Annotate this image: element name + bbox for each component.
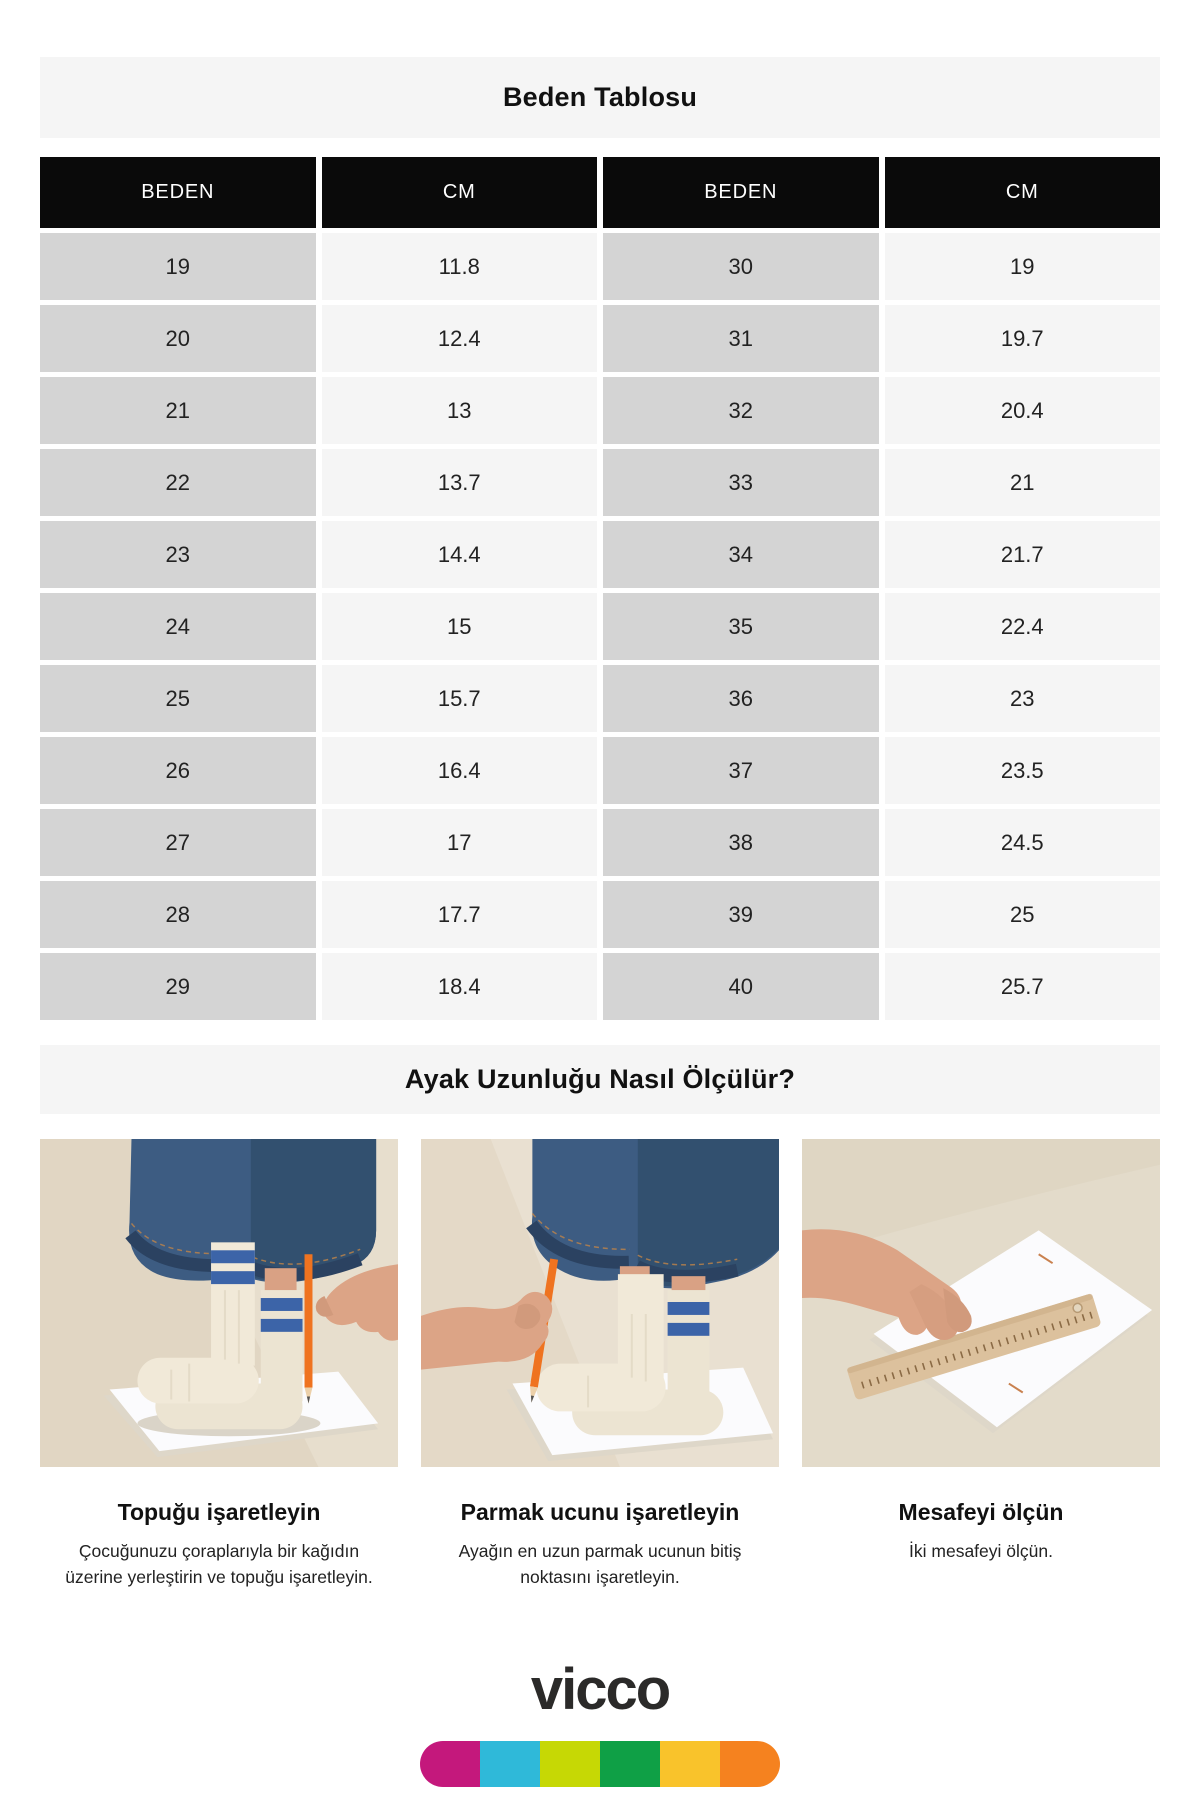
brand-color-segment — [720, 1741, 780, 1787]
cm-cell: 17 — [322, 809, 598, 876]
cm-cell: 21.7 — [885, 521, 1161, 588]
size-cell: 35 — [603, 593, 879, 660]
cm-cell: 13.7 — [322, 449, 598, 516]
step-title: Topuğu işaretleyin — [117, 1499, 321, 1525]
step-description: Çocuğunuzu çoraplarıyla bir kağıdın üzerine yerleştirin ve topuğu işaretleyin. — [65, 1541, 373, 1588]
table-header-cell: BEDEN — [40, 157, 316, 228]
cm-cell: 19 — [885, 233, 1161, 300]
step-title: Mesafeyi ölçün — [898, 1499, 1064, 1525]
size-table-title-band — [40, 57, 1160, 138]
size-cell: 23 — [40, 521, 316, 588]
brand-color-segment — [420, 1741, 480, 1787]
table-header-cell: CM — [322, 157, 598, 228]
mark-heel-photo — [40, 1139, 398, 1467]
size-cell: 37 — [603, 737, 879, 804]
cm-cell: 17.7 — [322, 881, 598, 948]
cm-cell: 11.8 — [322, 233, 598, 300]
cm-cell: 15.7 — [322, 665, 598, 732]
cm-cell: 16.4 — [322, 737, 598, 804]
brand-color-segment — [480, 1741, 540, 1787]
step-caption-measure-distance — [802, 1485, 1160, 1591]
cm-cell: 24.5 — [885, 809, 1161, 876]
cm-cell: 15 — [322, 593, 598, 660]
size-cell: 22 — [40, 449, 316, 516]
measure-title: Ayak Uzunluğu Nasıl Ölçülür? — [404, 1064, 796, 1094]
size-cell: 38 — [603, 809, 879, 876]
table-header-cell: BEDEN — [603, 157, 879, 228]
cm-cell: 13 — [322, 377, 598, 444]
size-cell: 25 — [40, 665, 316, 732]
cm-cell: 23.5 — [885, 737, 1161, 804]
brand-color-segment — [600, 1741, 660, 1787]
step-caption-mark-heel — [40, 1485, 398, 1591]
measure-title-band — [40, 1045, 1160, 1114]
size-cell: 36 — [603, 665, 879, 732]
size-cell: 29 — [40, 953, 316, 1020]
cm-cell: 25.7 — [885, 953, 1161, 1020]
step-title: Parmak ucunu işaretleyin — [460, 1499, 740, 1525]
measure-distance-photo — [802, 1139, 1160, 1467]
size-cell: 33 — [603, 449, 879, 516]
cm-cell: 12.4 — [322, 305, 598, 372]
size-cell: 26 — [40, 737, 316, 804]
size-table-title: Beden Tablosu — [502, 82, 698, 112]
size-table — [40, 157, 1160, 1020]
step-caption-mark-toe — [421, 1485, 779, 1591]
cm-cell: 25 — [885, 881, 1161, 948]
measure-steps-photos — [40, 1139, 1160, 1467]
mark-toe-photo — [421, 1139, 779, 1467]
size-cell: 28 — [40, 881, 316, 948]
brand-footer — [40, 1656, 1160, 1787]
step-description: Ayağın en uzun parmak ucunun bitiş noktasını işaretleyin. — [458, 1541, 742, 1588]
measure-steps-captions — [40, 1485, 1160, 1591]
size-cell: 34 — [603, 521, 879, 588]
size-cell: 30 — [603, 233, 879, 300]
cm-cell: 20.4 — [885, 377, 1161, 444]
size-cell: 39 — [603, 881, 879, 948]
cm-cell: 23 — [885, 665, 1161, 732]
size-cell: 24 — [40, 593, 316, 660]
size-cell: 31 — [603, 305, 879, 372]
cm-cell: 21 — [885, 449, 1161, 516]
size-cell: 19 — [40, 233, 316, 300]
cm-cell: 22.4 — [885, 593, 1161, 660]
vicco-logo: vicco — [530, 1656, 670, 1722]
table-header-cell: CM — [885, 157, 1161, 228]
cm-cell: 18.4 — [322, 953, 598, 1020]
step-description: İki mesafeyi ölçün. — [909, 1541, 1053, 1561]
cm-cell: 19.7 — [885, 305, 1161, 372]
size-cell: 40 — [603, 953, 879, 1020]
cm-cell: 14.4 — [322, 521, 598, 588]
brand-color-bar — [420, 1741, 780, 1787]
size-cell: 21 — [40, 377, 316, 444]
size-cell: 27 — [40, 809, 316, 876]
size-cell: 32 — [603, 377, 879, 444]
brand-color-segment — [660, 1741, 720, 1787]
brand-color-segment — [540, 1741, 600, 1787]
size-cell: 20 — [40, 305, 316, 372]
